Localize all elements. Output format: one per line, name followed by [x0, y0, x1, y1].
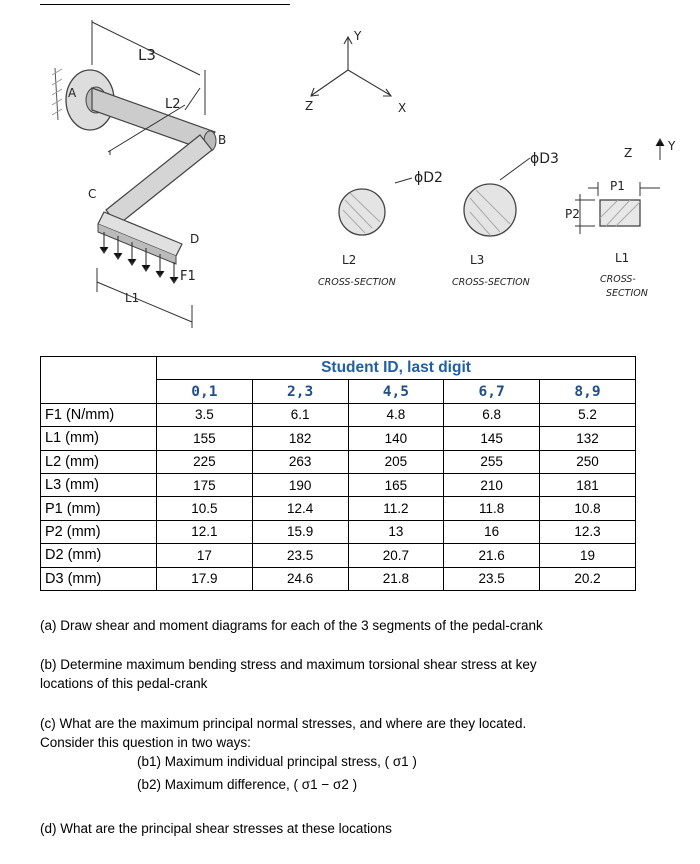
- question-d: (d) What are the principal shear stresses at these locations: [40, 821, 392, 836]
- table-cell: 255: [444, 450, 540, 473]
- cross-section-l2: [339, 178, 412, 235]
- label-l1: L1: [125, 291, 140, 305]
- corner-cell-2: [41, 380, 157, 403]
- label-d3: ϕD3: [530, 151, 559, 167]
- row-label: L2 (mm): [41, 450, 157, 473]
- table-cell: 263: [252, 450, 348, 473]
- label-p2: P2: [565, 207, 580, 221]
- table-row: [41, 497, 636, 520]
- table-row: [41, 567, 636, 590]
- id-group: 2,3: [252, 380, 348, 403]
- table-cell: 205: [348, 450, 444, 473]
- label-cs-l1: L1: [615, 251, 630, 265]
- label-cs-l3: L3: [470, 253, 485, 267]
- table-cell: 165: [348, 473, 444, 496]
- table-cell: 250: [540, 450, 636, 473]
- table-cell: 12.4: [252, 497, 348, 520]
- table-cell: 225: [157, 450, 253, 473]
- table-cell: 3.5: [157, 403, 253, 426]
- table-title: Student ID, last digit: [157, 357, 636, 380]
- table-row: [41, 450, 636, 473]
- table-cell: 132: [540, 427, 636, 450]
- table-cell: 182: [252, 427, 348, 450]
- row-label: P1 (mm): [41, 497, 157, 520]
- table-cell: 210: [444, 473, 540, 496]
- label-cs-l1-sub1: CROSS-: [600, 274, 636, 285]
- row-label: D3 (mm): [41, 567, 157, 590]
- label-d: D: [190, 232, 200, 246]
- id-group: 8,9: [540, 380, 636, 403]
- row-label: P2 (mm): [41, 520, 157, 543]
- table-cell: 190: [252, 473, 348, 496]
- label-a: A: [68, 86, 77, 100]
- table-cell: 6.1: [252, 403, 348, 426]
- table-row: [41, 427, 636, 450]
- row-label: D2 (mm): [41, 544, 157, 567]
- label-cs-l1-sub2: SECTION: [606, 288, 648, 299]
- table-row: [41, 544, 636, 567]
- table-cell: 175: [157, 473, 253, 496]
- label-cs-l2-sub: CROSS-SECTION: [318, 277, 396, 288]
- table-cell: 24.6: [252, 567, 348, 590]
- table-cell: 181: [540, 473, 636, 496]
- label-b: B: [218, 133, 227, 147]
- pedal-crank-sketch: [0, 0, 700, 345]
- table-cell: 5.2: [540, 403, 636, 426]
- id-group: 4,5: [348, 380, 444, 403]
- table-cell: 19: [540, 544, 636, 567]
- table-cell: 12.3: [540, 520, 636, 543]
- id-group: 0,1: [157, 380, 253, 403]
- table-cell: 12.1: [157, 520, 253, 543]
- label-l3: L3: [138, 46, 156, 64]
- table-cell: 15.9: [252, 520, 348, 543]
- question-b-line2: locations of this pedal-crank: [40, 676, 208, 691]
- cross-section-l3: [464, 158, 530, 236]
- table-cell: 17.9: [157, 567, 253, 590]
- question-b-line1: (b) Determine maximum bending stress and maximum torsional shear stress at key: [40, 657, 537, 672]
- label-cs-l2: L2: [342, 253, 357, 267]
- axis-x-label: X: [398, 101, 407, 115]
- table-cell: 140: [348, 427, 444, 450]
- table-row: [41, 403, 636, 426]
- label-c: C: [88, 187, 97, 201]
- table-cell: 20.2: [540, 567, 636, 590]
- table-cell: 4.8: [348, 403, 444, 426]
- table-cell: 23.5: [444, 567, 540, 590]
- row-label: L3 (mm): [41, 473, 157, 496]
- table-cell: 10.5: [157, 497, 253, 520]
- label-d2: ϕD2: [414, 170, 443, 186]
- question-b2: (b2) Maximum difference, ( σ1 − σ2 ): [137, 777, 358, 792]
- id-group: 6,7: [444, 380, 540, 403]
- table-cell: 20.7: [348, 544, 444, 567]
- table-cell: 155: [157, 427, 253, 450]
- table-row: [41, 473, 636, 496]
- table-cell: 21.8: [348, 567, 444, 590]
- row-label: L1 (mm): [41, 427, 157, 450]
- corner-cell: [41, 357, 157, 380]
- pedal-l1: [98, 212, 182, 264]
- table-row: [41, 520, 636, 543]
- axis-z2-label: Z: [624, 146, 633, 160]
- parameter-table: [40, 356, 636, 591]
- table-cell: 21.6: [444, 544, 540, 567]
- table-cell: 11.2: [348, 497, 444, 520]
- axis-y-label: Y: [354, 29, 362, 43]
- table-cell: 11.8: [444, 497, 540, 520]
- axis-y2-label: Y: [668, 139, 676, 153]
- label-cs-l3-sub: CROSS-SECTION: [452, 277, 530, 288]
- label-f1: F1: [180, 269, 196, 284]
- label-p1: P1: [610, 179, 625, 193]
- table-cell: 6.8: [444, 403, 540, 426]
- axis-z-label: Z: [305, 99, 314, 113]
- table-cell: 16: [444, 520, 540, 543]
- table-cell: 10.8: [540, 497, 636, 520]
- coordinate-axes: [311, 37, 391, 96]
- label-l2: L2: [165, 97, 181, 112]
- table-cell: 17: [157, 544, 253, 567]
- row-label: F1 (N/mm): [41, 403, 157, 426]
- table-cell: 145: [444, 427, 540, 450]
- arm-l2: [106, 135, 212, 225]
- table-cell: 13: [348, 520, 444, 543]
- question-a: (a) Draw shear and moment diagrams for each of the 3 segments of the pedal-crank: [40, 618, 543, 633]
- question-c-line1: (c) What are the maximum principal normal stresses, and where are they located.: [40, 716, 527, 731]
- table-cell: 23.5: [252, 544, 348, 567]
- question-c-line2: Consider this question in two ways:: [40, 735, 251, 750]
- question-b1: (b1) Maximum individual principal stress, ( σ1 ): [137, 754, 417, 769]
